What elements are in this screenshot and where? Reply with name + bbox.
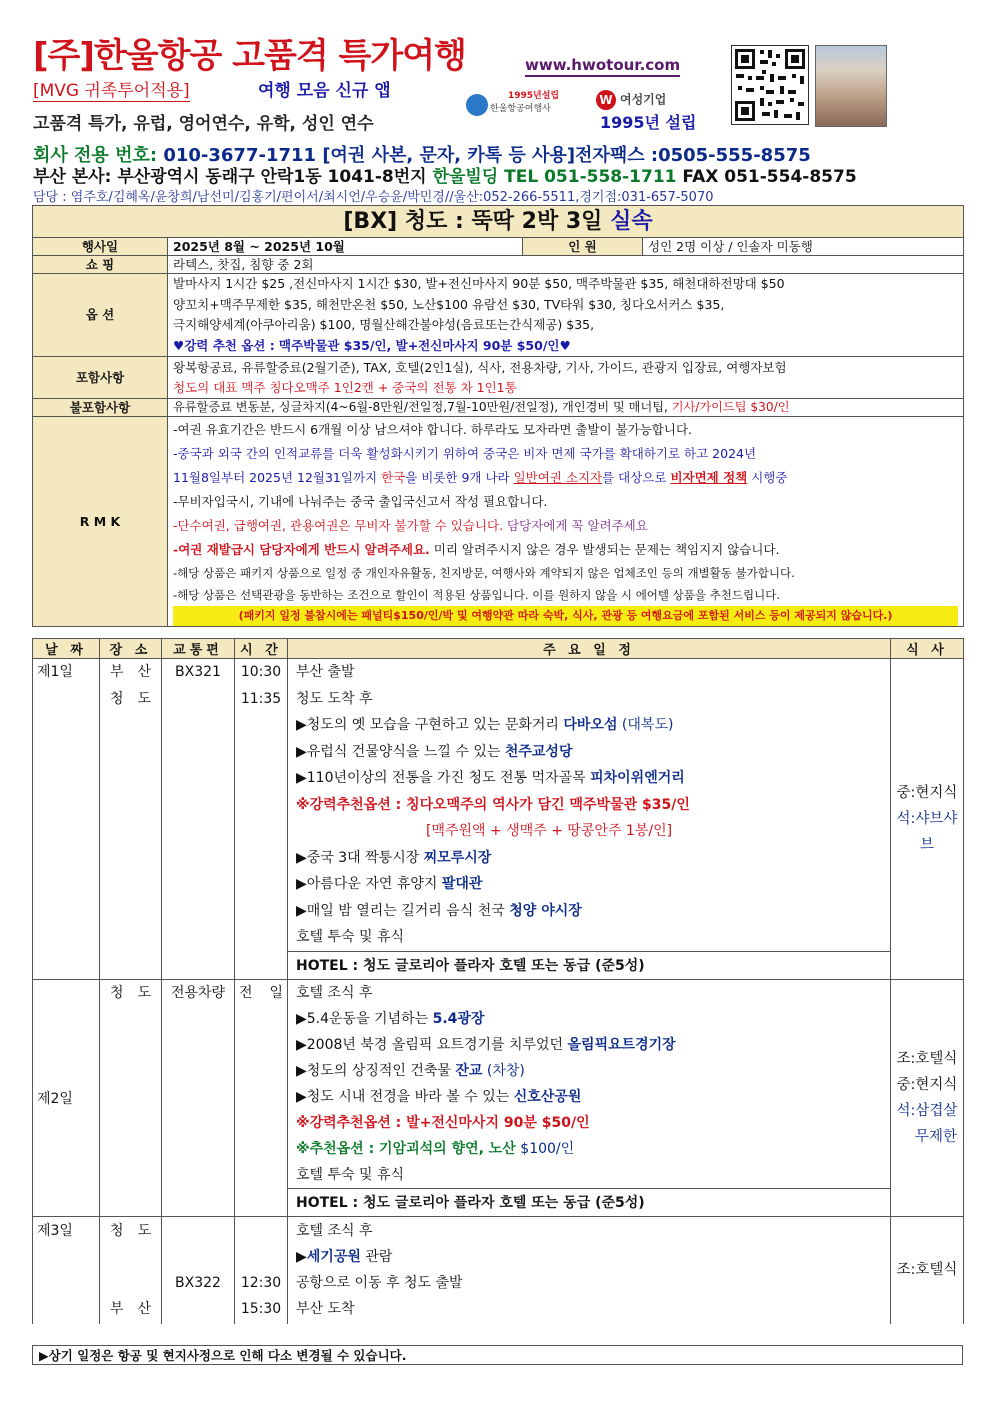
day3-transport-cell (162, 1216, 235, 1324)
product-info-table (32, 205, 964, 627)
rmk-reissue-text: 미리 알려주시지 않은 경우 발생되는 문제는 책임지지 않습니다. (429, 541, 780, 557)
day1-place-arrive: 청 도 (110, 690, 151, 707)
day2-item-text: ▶청도의 상징적인 건축물 (296, 1062, 456, 1079)
day2-spot: 신호산공원 (513, 1088, 582, 1105)
company-title: [주]한울항공 고품격 특가여행 (33, 36, 466, 76)
day2-item (296, 1058, 882, 1084)
day1-item (296, 845, 882, 872)
day3-spot: 세기공원 (306, 1248, 361, 1265)
founded-year: 1995년 설립 (600, 113, 697, 132)
day1-item: 청도 도착 후 (296, 690, 373, 707)
day1-item-text: ▶청도의 옛 모습을 구현하고 있는 문화거리 (296, 717, 564, 733)
day1-place-depart: 부 산 (110, 664, 151, 680)
day1-flight: BX321 (175, 664, 221, 680)
phone-usage: [여권 사본, 문자, 카톡 등 사용] (316, 145, 576, 166)
day2-option-price: $100/인 (515, 1140, 575, 1157)
date-label: 행사일 (33, 238, 168, 256)
day3-itinerary-cell (288, 1216, 891, 1324)
phone-label: 회사 전용 번호: (33, 145, 164, 166)
rmk-visa-text: 11월8일부터 2025년 12월31일까지 (173, 469, 382, 485)
rmk-label: R M K (33, 417, 168, 627)
rmk-passport-warning: -단수여권, 급행여권, 관용여권은 무비자 불가할 수 있습니다. (173, 517, 504, 533)
penalty-warning: (패키지 일정 불참시에는 패널티$150/인/박 및 여행약관 따라 숙박, 식사, 관광 등 여행요금에 포함된 서비스 등이 제공되지 않습니다.) (173, 606, 958, 626)
shopping-value (168, 256, 964, 274)
day3-date-cell (33, 1216, 100, 1324)
hanul-logo-name: 한울항공여행사 (490, 104, 551, 114)
rmk-line: -중국과 외국 간의 인적교류를 더욱 활성화시키기 위하여 중국은 비자 면제 국가를 확대하기로 하고 2024년 (173, 445, 757, 461)
day1-time-depart: 10:30 (240, 664, 282, 680)
day3-item-text: 관람 (360, 1248, 393, 1265)
hanul-logo (466, 88, 584, 118)
day2-itinerary-cell (288, 979, 891, 1216)
day1-spot: 천주교성당 (504, 743, 573, 760)
included-gift: 청도의 대표 맥주 칭다오맥주 1인2캔 + 중국의 전통 차 1인1통 (173, 379, 517, 395)
day2-spot: 잔교 (455, 1062, 483, 1079)
col-header-itinerary: 주 요 일 정 (288, 639, 891, 659)
options-recommend: ♥강력 추천 옵션 : 맥주박물관 $35/인, 발+전신마사지 90분 $50/인♥ (173, 337, 571, 353)
day2-meal-dinner: 석:삼겹살 (896, 1102, 958, 1119)
product-title-main: [BX] 청도 : 뚝딱 2박 3일 (343, 208, 611, 234)
col-header-place: 장 소 (100, 639, 162, 659)
women-business-text: 여성기업 (620, 92, 667, 107)
day1-item (296, 712, 882, 739)
included-label: 포함사항 (33, 357, 168, 399)
day3-time-depart: 12:30 (240, 1274, 282, 1291)
day2-place-cell (100, 979, 162, 1216)
hanul-logo-icon (466, 94, 488, 116)
day3-item: 호텔 조식 후 (296, 1222, 373, 1239)
day3-item (296, 1244, 882, 1270)
day2-hotel: HOTEL : 청도 글로리아 플라자 호텔 또는 동급 (준5성) (288, 1188, 890, 1216)
day1-time-cell (235, 659, 288, 980)
day2-meal-cell (891, 979, 964, 1216)
rmk-line: -여권 유효기간은 반드시 6개월 이상 남으셔야 합니다. 하루라도 모자라면 출발이 불가능합니다. (173, 421, 692, 437)
day3-time-arrive: 15:30 (240, 1300, 282, 1317)
rmk-visa-text: 을 비롯한 9개 나라 (405, 469, 514, 485)
options-value (168, 274, 964, 357)
day3-flight: BX322 (175, 1274, 221, 1291)
product-title (33, 206, 964, 238)
qr-code-icon[interactable] (731, 45, 809, 125)
day1-meal-lunch: 중:현지식 (896, 784, 958, 801)
day2-item (296, 1032, 882, 1058)
day1-spot: 피차이위엔거리 (590, 770, 685, 786)
company-subtitle: 고품격 특가, 유럽, 영어연수, 유학, 성인 연수 (33, 114, 374, 134)
day2-time: 전 일 (239, 984, 283, 1001)
day2-row (33, 979, 964, 1216)
people-value: 성인 2명 이상 / 인솔자 미동행 (643, 238, 964, 256)
day2-item-text: ▶5.4운동을 기념하는 (296, 1010, 433, 1027)
day3-row (33, 1216, 964, 1324)
included-value (168, 357, 964, 399)
fax-number: FAX 051-554-8575 (676, 167, 857, 187)
col-header-transport: 교통편 (162, 639, 235, 659)
day3-item: 공항으로 이동 후 청도 출발 (296, 1274, 463, 1291)
day1-item: 호텔 투숙 및 휴식 (296, 929, 405, 945)
day1-date-cell (33, 659, 100, 980)
options-label: 옵 션 (33, 274, 168, 357)
day1-place-cell (100, 659, 162, 980)
col-header-time: 시 간 (235, 639, 288, 659)
day2-option: ※강력추천옵션 : 발+전신마사지 90분 $50/인 (296, 1114, 590, 1131)
people-label: 인 원 (523, 238, 643, 256)
day1-spot-note: (대복도) (617, 717, 674, 733)
col-header-date: 날 짜 (33, 639, 100, 659)
day2-date: 제2일 (37, 1090, 73, 1107)
day1-item (296, 871, 882, 898)
day2-meal-breakfast: 조:호텔식 (896, 1050, 958, 1067)
day2-spot: 5.4광장 (432, 1010, 485, 1027)
day1-option: ※강력추천옵션 : 칭다오맥주의 역사가 담긴 맥주박물관 $35/인 (296, 796, 690, 813)
day1-option-detail: [맥주원액 + 생맥주 + 땅콩안주 1봉/인] (426, 823, 673, 839)
day2-option-recommend (296, 1136, 882, 1162)
rmk-visa-policy: 비자면제 정책 (670, 469, 748, 485)
excluded-label: 불포함사항 (33, 399, 168, 417)
hanul-logo-year: 1995년설립 (508, 91, 560, 101)
rmk-line (173, 514, 958, 538)
day3-date: 제3일 (37, 1222, 73, 1239)
options-line: 발마사지 1시간 $25 ,전신마사지 1시간 $30, 발+전신마사지 90분 $50, 맥주박물관 $35, 해천대하전망대 $50 (173, 276, 785, 291)
day1-time-arrive: 11:35 (240, 690, 282, 707)
website-link[interactable]: www.hwotour.com (525, 56, 680, 77)
included-line: 왕복항공료, 유류할증료(2월기준), TAX, 호텔(2인1실), 식사, 전용차량, 기사, 가이드, 관광지 입장료, 여행자보험 (173, 359, 787, 375)
col-header-meal: 식 사 (891, 639, 964, 659)
rmk-line: -무비자입국시, 기내에 나눠주는 중국 출입국신고서 작성 필요합니다. (173, 493, 548, 509)
day2-item-text: ▶청도 시내 전경을 바라 볼 수 있는 (296, 1088, 514, 1105)
day2-transport-cell (162, 979, 235, 1216)
rmk-visa-korea: 한국 (381, 469, 406, 485)
phone-number[interactable]: 010-3677-1711 (163, 145, 317, 166)
excluded-value (168, 399, 964, 417)
day2-time-cell (235, 979, 288, 1216)
day1-spot: 다바오섬 (563, 717, 618, 733)
rmk-visa-passport: 일반여권 소지자 (513, 469, 603, 485)
shopping-label: 쇼 핑 (33, 256, 168, 274)
day2-place: 청 도 (110, 984, 151, 1001)
day1-itinerary-cell (288, 659, 891, 980)
rmk-passport-notify: 담당자에게 꼭 알려주세요 (503, 517, 648, 533)
schedule-footer-note: ▶상기 일정은 항공 및 현지사정으로 인해 다소 변경될 수 있습니다. (32, 1345, 963, 1365)
day1-item (296, 898, 882, 925)
day1-meal-cell (891, 659, 964, 980)
building-name: 한울빌딩 (432, 167, 499, 187)
day1-spot: 팔대관 (441, 876, 483, 892)
rmk-reissue-warning: -여권 재발급시 담당자에게 반드시 알려주세요. (173, 541, 430, 557)
date-value: 2025년 8월 ~ 2025년 10월 (168, 238, 523, 256)
mvg-label: [MVG 귀족투어적용] (33, 76, 190, 102)
shopping-text: 라텍스, 찻집, 침향 중 2회 (173, 256, 314, 272)
excluded-tip: 기사/가이드팁 $30/인 (671, 399, 790, 414)
day3-time-cell (235, 1216, 288, 1324)
rmk-line: -해당 상품은 패키지 상품으로 일정 중 개인자유활동, 친지방문, 여행사와 계약되지 않은 업체조인 등의 개별활동 불가합니다. (173, 565, 795, 580)
e-fax: 전자팩스 :0505-555-8575 (575, 145, 811, 166)
day2-item-text: ▶2008년 북경 올림픽 요트경기를 치루었던 (296, 1036, 568, 1053)
day2-item (296, 1006, 882, 1032)
day1-item-text: ▶아름다운 자연 휴양지 (296, 876, 442, 892)
tel-number: TEL 051-558-1711 (498, 167, 677, 187)
women-business-icon: W (596, 90, 616, 110)
day1-hotel: HOTEL : 청도 글로리아 플라자 호텔 또는 동급 (준5성) (288, 951, 890, 979)
day2-item: 호텔 조식 후 (296, 984, 373, 1001)
day2-option-name: ※추천옵션 : 기암괴석의 향연, 노산 (296, 1140, 516, 1157)
day1-item-text: ▶110년이상의 전통을 가진 청도 전통 먹자골목 (296, 770, 591, 786)
day3-place-cell (100, 1216, 162, 1324)
excluded-text: 유류할증료 변동분, 싱글차지(4~6월-8만원/전일정,7월-10만원/전일정), 개인경비 및 매너팁, (173, 399, 672, 414)
women-business-logo (596, 90, 666, 110)
day3-item: 부산 도착 (296, 1300, 355, 1317)
day1-spot: 찌모루시장 (423, 849, 492, 866)
rmk-visa-text: 시행중 (747, 469, 788, 485)
address-line (33, 162, 857, 187)
options-line: 극지해양세계(아쿠아리움) $100, 명월산해간불야성(음료또는간식제공) $35, (173, 317, 595, 332)
rmk-visa-line (173, 466, 958, 490)
staff-list: 담당 : 염주호/김혜옥/윤창희/남선미/김홍기/편이서/최시언/우승윤/박민경//울산:052-266-5511,경기점:031-657-5070 (33, 190, 714, 205)
day1-spot: 청양 야시장 (509, 902, 582, 919)
building-photo (815, 45, 887, 127)
rmk-visa-text: 를 대상으로 (602, 469, 671, 485)
day1-item: 부산 출발 (296, 664, 355, 680)
product-title-tag: 실속 (610, 208, 653, 234)
day3-item-text: ▶ (296, 1248, 307, 1265)
day2-spot-note: (차창) (482, 1062, 525, 1079)
day2-transport: 전용차량 (170, 984, 226, 1001)
day3-meal-cell (891, 1216, 964, 1324)
day1-row (33, 659, 964, 980)
day1-date: 제1일 (37, 664, 73, 680)
day1-transport-cell (162, 659, 235, 980)
day3-place-depart: 청 도 (110, 1222, 151, 1239)
address-text: 부산 본사: 부산광역시 동래구 안락1동 1041-8번지 (33, 167, 433, 187)
day2-meal-dinner-note: 무제한 (914, 1128, 958, 1145)
day3-meal-breakfast: 조:호텔식 (896, 1262, 958, 1279)
day1-meal-dinner: 석:샤브샤브 (896, 810, 958, 853)
day1-item-text: ▶매일 밤 열리는 길거리 음식 천국 (296, 902, 510, 919)
rmk-value (168, 417, 964, 627)
app-label: 여행 모음 신규 앱 (258, 81, 391, 101)
day3-place-arrive: 부 산 (110, 1300, 151, 1317)
day1-item-text: ▶중국 3대 짝퉁시장 (296, 849, 424, 866)
day2-date-cell (33, 979, 100, 1216)
schedule-table (32, 638, 964, 1324)
day2-meal-lunch: 중:현지식 (896, 1076, 958, 1093)
rmk-line (173, 538, 958, 562)
day1-item-text: ▶유럽식 건물양식을 느낄 수 있는 (296, 743, 505, 760)
day2-item: 호텔 투숙 및 휴식 (296, 1166, 405, 1183)
day1-item (296, 739, 882, 766)
rmk-line: -해당 상품은 선택관광을 동반하는 조건으로 할인이 적용된 상품입니다. 이를 원하지 않을 시 에어텔 상품을 추천드립니다. (173, 587, 780, 602)
day1-item (296, 765, 882, 792)
day2-spot: 올림픽요트경기장 (567, 1036, 676, 1053)
options-line: 양꼬치+맥주무제한 $35, 해천만온천 $50, 노산$100 유람선 $30, TV타워 $30, 칭다오서커스 $35, (173, 296, 725, 312)
day2-item (296, 1084, 882, 1110)
